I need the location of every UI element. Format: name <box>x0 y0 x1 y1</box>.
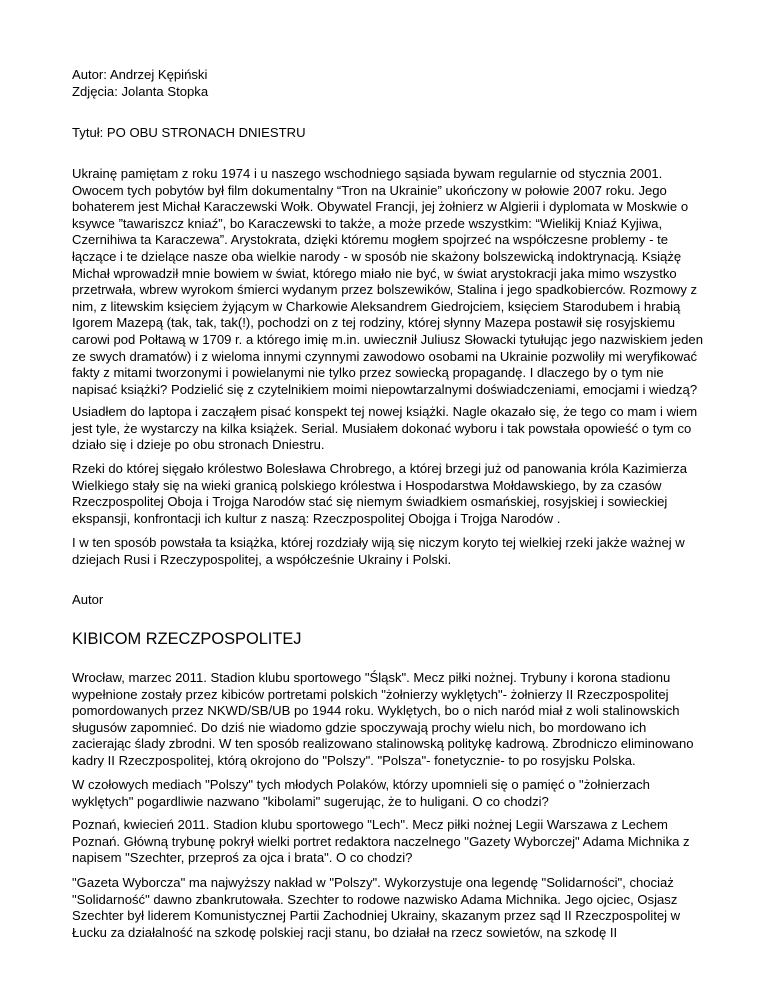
paragraph-intro <box>72 166 703 398</box>
text-line: dziejach Rusi i Rzeczypospolitej, a współcześnie Ukrainy i Polski. <box>72 551 452 567</box>
text-line: nim, z litewskim księciem żyjącym w Charkowie Aleksandrem Giedrojciem, księciem Starodubem i hrabią <box>72 298 681 314</box>
text-line: Rzeki do której sięgało królestwo Bolesława Chrobrego, a której brzegi już od panowania króla Kazimierza <box>72 461 687 476</box>
text-line: zacierając ślady zbrodni. W ten sposób realizowano stalinowską politykę kadrową. Zbrodniczo eliminowano <box>72 736 694 752</box>
paragraph-media <box>72 777 697 810</box>
author-line: Autor: Andrzej Kępiński <box>72 67 208 82</box>
paragraph-poznan <box>72 817 697 867</box>
text-line: kadry II Rzeczpospolitej, którą okrojono do "Polszy". "Polsza"- fonetycznie- to po rosyjsku Polska. <box>72 752 636 768</box>
signature: Autor <box>72 592 104 607</box>
text-line: Poznań, kwiecień 2011. Stadion klubu sportowego "Lech". Mecz piłki nożnej Legii Warszawa z Lechem <box>72 817 668 832</box>
text-line: Szechter był liderem Komunistycznej Partii Zachodniej Ukrainy, skazanym przez sąd II Rzeczpospolitej w <box>72 908 681 924</box>
text-line: I w ten sposób powstała ta książka, której rozdziały wiją się niczym koryto tej wielkiej rzeki jakże ważnej w <box>72 535 685 550</box>
paragraph-wroclaw <box>72 670 697 770</box>
text-line: działo się i dzieje po obu stronach Dniestru. <box>72 437 325 453</box>
text-line: Łucku za działalność na szkodę polskiej racji stanu, bo działał na rzecz sowietów, na szkodę II <box>72 924 618 940</box>
text-line: Wrocław, marzec 2011. Stadion klubu sportowego "Śląsk". Mecz piłki nożnej. Trybuny i korona stadionu <box>72 670 671 685</box>
text-line: napisem "Szechter, przeproś za ojca i brata". O co chodzi? <box>72 850 413 866</box>
text-line: łączące i te dzielące nasze oba wielkie narody - w sposób nie skażony bolszewicką indoktrynacją. Książę <box>72 248 682 264</box>
paragraph-gazeta <box>72 875 697 941</box>
text-line: sługusów zapomnieć. Do dziś nie wiadomo gdzie spoczywają prochy wielu nich, bo mordowano ich <box>72 719 647 735</box>
text-line: jest tyle, że wystarczy na kilka książek. Serial. Musiałem dokonać wyboru i tak powstała opowieść o tym co <box>72 420 692 436</box>
text-line: przetrwała, wbrew wyrokom śmierci wydanym przez bolszewików, Stalina i jego spadkobierców. Rozmowy z <box>72 282 698 298</box>
text-line: Igorem Mazepą (tak, tak, tak(!), pochodzi on z tej rodziny, której słynny Mazepa postawił się rosyjskiemu <box>72 315 676 331</box>
section-heading: KIBICOM RZECZPOSPOLITEJ <box>72 630 302 648</box>
photos-line: Zdjęcia: Jolanta Stopka <box>72 84 209 99</box>
text-line: Owocem tych pobytów był film dokumentalny “Tron na Ukrainie” ukończony w połowie 2007 roku. Jego <box>72 182 667 198</box>
text-line: Ukrainę pamiętam z roku 1974 i u naszego wschodniego sąsiada bywam regularnie od stycznia 2001. <box>72 166 663 181</box>
text-line: W czołowych mediach "Polszy" tych młodych Polaków, którzy upomnieli się o pamięć o "żołnierzach <box>72 777 650 792</box>
text-line: wypełnione zostały przez kibiców portretami polskich "żołnierzy wyklętych"- żołnierzy II Rzeczpospolitej <box>72 686 669 702</box>
text-line: ksywce ”tawariszcz kniaź”, bo Karaczewski to także, a może przede wszystkim: “Wielikij Kniaź Kyjiwa, <box>72 215 663 231</box>
text-line: Wielkiego stały się na wieki granicą polskiego królestwa i Hospodarstwa Mołdawskiego, by za czasów <box>72 477 662 493</box>
text-line: "Gazeta Wyborcza" ma najwyższy nakład w "Polszy". Wykorzystuje ona legendę "Solidarności", chociaż <box>72 875 674 890</box>
text-line: wyklętych" pogardliwie nazwano "kibolami" sugerując, że to huligani. O co chodzi? <box>72 793 549 809</box>
text-line: pomordowanych przez NKWD/SB/UB po 1944 roku. Wyklętych, bo o nich naród miał z woli stalinowskich <box>72 703 680 719</box>
text-line: Czernihiwa ta Karaczewa”. Arystokrata, dzięki któremu mogłem spojrzeć na współczesne problemy - te <box>72 232 669 248</box>
text-line: Usiadłem do laptopa i zacząłem pisać konspekt tej nowej książki. Nagle okazało się, że tego co mam i wiem <box>72 404 698 419</box>
text-line: ekspansji, konfrontacji ich kultur z naszą: Rzeczpospolitej Obojga i Trojga Narodów . <box>72 510 561 526</box>
text-line: napisać książki? Podzielić się z czytelnikiem moimi niepowtarzalnymi doświadczeniami, emocjami i wiedzą? <box>72 381 698 397</box>
text-line: Michał wprowadził mnie bowiem w świat, którego miało nie być, w świat arystokracji jaka mimo wszystko <box>72 265 677 281</box>
paragraph-book <box>72 535 697 568</box>
paragraph-river <box>72 461 697 527</box>
text-line: bohaterem jest Michał Karaczewski Wołk. Obywatel Francji, jej żołnierz w Algierii i dyplomata w Moskwie o <box>72 199 689 215</box>
paragraph-laptop <box>72 404 697 454</box>
text-line: ze swych dramatów) i z wieloma innymi czynnymi zawodowo osobami na Ukrainie pozwoliły mi weryfikować <box>72 348 698 364</box>
text-line: Poznań. Główną trybunę pokrył wielki portret redaktora naczelnego "Gazety Wyborczej" Adama Michnika z <box>72 833 690 849</box>
text-line: carowi pod Połtawą w 1709 r. a którego imię m.in. uwiecznił Juliusz Słowacki tytułując jego nazwiskiem jeden <box>72 331 703 347</box>
text-line: "Solidarność" dawno zbankrutowała. Szechter to rodowe nazwisko Adama Michnika. Jego ojciec, Osjasz <box>72 891 678 907</box>
title-line: Tytuł: PO OBU STRONACH DNIESTRU <box>72 125 306 140</box>
text-line: Rzeczpospolitej Oboja i Trojga Narodów stać się niemym świadkiem osmańskiej, rosyjskiej i sowieckiej <box>72 494 668 510</box>
text-line: fakty z mitami tworzonymi i powielanymi nie tylko przez sowiecką propagandę. I dlaczego by o tym nie <box>72 365 664 381</box>
